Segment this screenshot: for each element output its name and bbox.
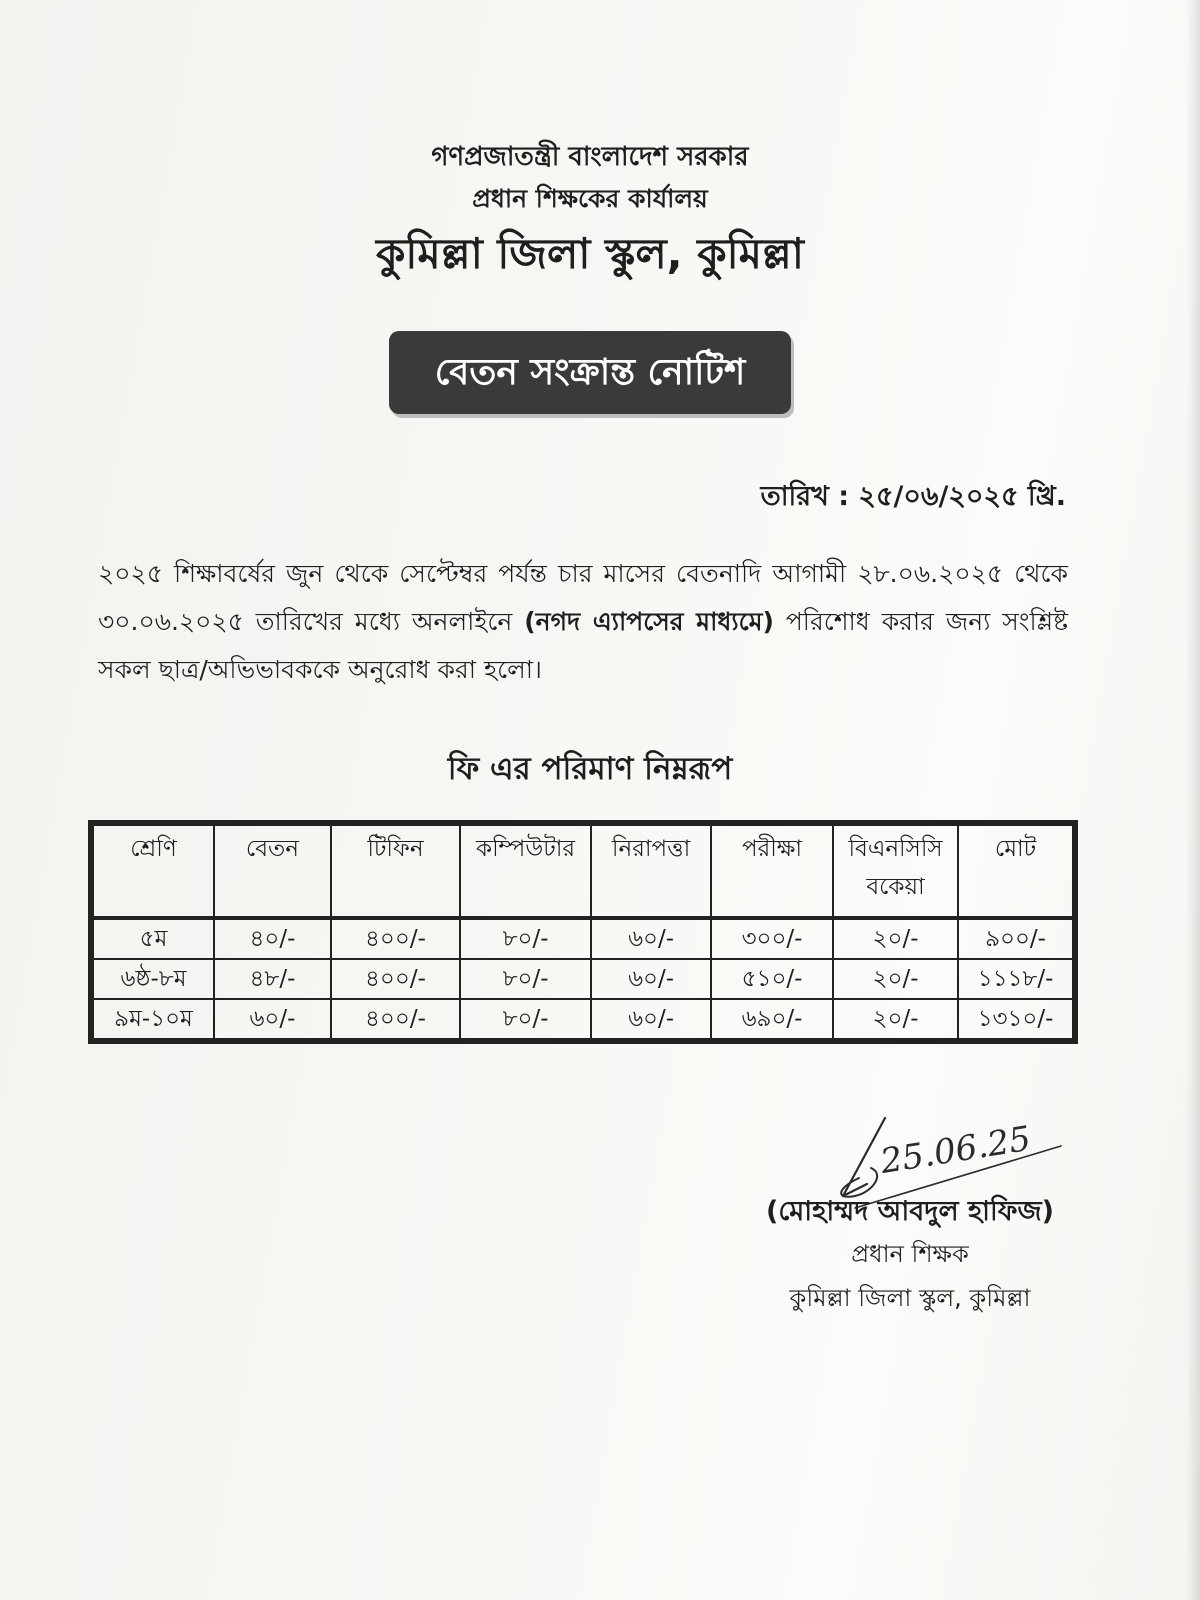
notice-body-part3: পরিশোধ করার জন্য সংশ্লিষ্ট সকল ছাত্র/অভিভাবককে অনুরোধ করা হলো। bbox=[98, 607, 1068, 684]
cell-tiffin: ৪০০/- bbox=[331, 918, 460, 959]
cell-bncc: ২০/- bbox=[833, 999, 958, 1041]
cell-class: ৬ষ্ঠ-৮ম bbox=[91, 959, 214, 999]
cell-security: ৬০/- bbox=[591, 999, 711, 1041]
header-security: নিরাপত্তা bbox=[591, 823, 711, 918]
notice-body bbox=[98, 550, 1068, 694]
header-tiffin: টিফিন bbox=[331, 823, 460, 918]
cell-security: ৬০/- bbox=[591, 959, 711, 999]
fee-table-header-row bbox=[91, 823, 1075, 918]
cell-exam: ৩০০/- bbox=[711, 918, 833, 959]
table-row bbox=[91, 959, 1075, 999]
signature-block bbox=[690, 1192, 1130, 1318]
cell-tiffin: ৪০০/- bbox=[331, 959, 460, 999]
cell-bncc: ২০/- bbox=[833, 918, 958, 959]
cell-exam: ৫১০/- bbox=[711, 959, 833, 999]
signatory-name: (মোহাম্মদ আবদুল হাফিজ) bbox=[766, 1196, 1054, 1227]
header-computer: কম্পিউটার bbox=[460, 823, 591, 918]
page-edge-shadow bbox=[1186, 0, 1200, 1600]
cell-bncc: ২০/- bbox=[833, 959, 958, 999]
header-total: মোট bbox=[958, 823, 1075, 918]
cell-class: ৫ম bbox=[91, 918, 214, 959]
notice-title: বেতন সংক্রান্ত নোটিশ bbox=[389, 331, 791, 414]
signatory-school: কুমিল্লা জিলা স্কুল, কুমিল্লা bbox=[789, 1284, 1031, 1312]
header-salary: বেতন bbox=[214, 823, 331, 918]
notice-body-part1: ২০২৫ শিক্ষাবর্ষের জুন থেকে সেপ্টেম্বর পর্যন্ত চার মাসের বেতনাদি আগামী ২৮.০৬.২০২৫ থেকে ৩০.০৬.২০২৫ তারিখের মধ্যে অনলাইনে bbox=[98, 559, 1068, 636]
notice-date: তারিখ : ২৫/০৬/২০২৫ খ্রি. bbox=[760, 481, 1066, 512]
table-row bbox=[91, 918, 1075, 959]
cell-computer: ৮০/- bbox=[460, 918, 591, 959]
fee-table bbox=[88, 820, 1078, 1044]
cell-total: ৯০০/- bbox=[958, 918, 1075, 959]
cell-salary: ৬০/- bbox=[214, 999, 331, 1041]
cell-tiffin: ৪০০/- bbox=[331, 999, 460, 1041]
cell-exam: ৬৯০/- bbox=[711, 999, 833, 1041]
cell-salary: ৪৮/- bbox=[214, 959, 331, 999]
cell-class: ৯ম-১০ম bbox=[91, 999, 214, 1041]
header-exam: পরীক্ষা bbox=[711, 823, 833, 918]
school-name: কুমিল্লা জিলা স্কুল, কুমিল্লা bbox=[376, 229, 804, 278]
government-name: গণপ্রজাতন্ত্রী বাংলাদেশ সরকার bbox=[431, 142, 749, 172]
office-name: প্রধান শিক্ষকের কার্যালয় bbox=[472, 184, 708, 213]
cell-salary: ৪০/- bbox=[214, 918, 331, 959]
cell-total: ১১১৮/- bbox=[958, 959, 1075, 999]
header-class: শ্রেণি bbox=[91, 823, 214, 918]
header-bncc-arrears: বিএনসিসি বকেয়া bbox=[833, 823, 958, 918]
cell-computer: ৮০/- bbox=[460, 999, 591, 1041]
letterhead bbox=[0, 140, 1180, 282]
cell-security: ৬০/- bbox=[591, 918, 711, 959]
notice-body-payment-method: (নগদ এ্যাপসের মাধ্যমে) bbox=[524, 607, 774, 636]
signatory-title: প্রধান শিক্ষক bbox=[851, 1240, 969, 1268]
signature-handwritten-date: 25.06.25 bbox=[877, 1118, 1034, 1182]
cell-total: ১৩১০/- bbox=[958, 999, 1075, 1041]
cell-computer: ৮০/- bbox=[460, 959, 591, 999]
table-row bbox=[91, 999, 1075, 1041]
fee-heading: ফি এর পরিমাণ নিম্নরূপ bbox=[447, 751, 733, 787]
